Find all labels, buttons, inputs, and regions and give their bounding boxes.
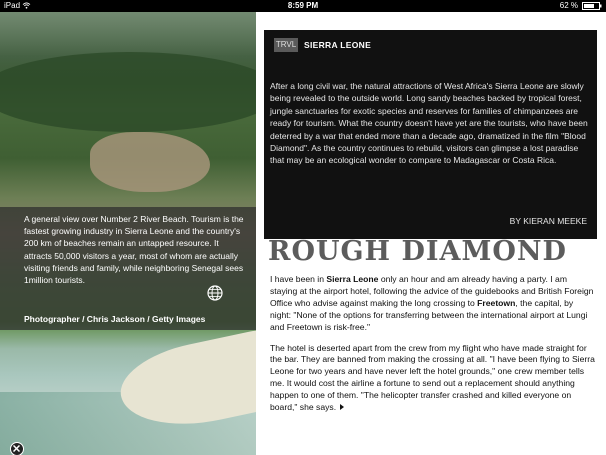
globe-icon[interactable] — [207, 285, 223, 301]
section-title: SIERRA LEONE — [304, 40, 372, 50]
article-body — [270, 274, 595, 423]
article-photo[interactable] — [0, 12, 256, 455]
photo-ridge — [0, 52, 256, 132]
device-name: iPad — [4, 1, 21, 10]
photo-credit: Photographer / Chris Jackson / Getty Images — [24, 314, 206, 324]
byline: BY KIERAN MEEKE — [509, 216, 587, 226]
headline: ROUGH DIAMOND — [268, 236, 567, 267]
article-page[interactable] — [256, 12, 606, 455]
photo-clearing — [90, 132, 210, 192]
place-sierra-leone: Sierra Leone — [326, 274, 379, 284]
clock: 8:59 PM — [287, 1, 319, 10]
place-freetown: Freetown — [477, 297, 516, 308]
battery-percent: 62 % — [559, 1, 578, 10]
battery-icon — [582, 2, 602, 10]
paragraph-2: The hotel is deserted apart from the crew from my flight who have made straight for the bar. They are banned from making the crossing at all. "I have been flying to Sierra Leone for two years and have never left the hotel grounds," one crew member tells me. It would cost the airline a fortune to send out a replacement should anything happen to one of them. "The helicopter transfer crashed and killed everyone on board," she says. — [270, 342, 595, 413]
photo-caption: A general view over Number 2 River Beach. Tourism is the fastest growing industry in Sierra Leone and the country's 200 km of beaches remain an untapped resource. It attracts 50,000 visitors a year, most of whom are actually visiting friends and family, while neighboring Senegal sees 1million tourists. — [24, 214, 244, 286]
close-icon — [13, 445, 20, 452]
intro-box — [264, 30, 597, 239]
status-bar — [0, 0, 606, 12]
intro-text: After a long civil war, the natural attractions of West Africa's Sierra Leone are slowly being revealed to the outside world. Long sandy beaches backed by tropical forest, jungle sanctuaries for exotic species and reserves for families of chimpanzees are ready for tourism. What the country doesn't have yet are the tourists, who have been deterred by a war that ended more than a decade ago, dramatized in the film "Blood Diamond". As the country continues to rebuild, visitors can glimpse a lost paradise that may be an ecological wonder to compare to Madagascar or Costa Rica. — [270, 81, 588, 166]
photo-caption-panel — [0, 207, 256, 330]
section-tag: TRVL — [274, 38, 298, 52]
continue-arrow-icon — [340, 404, 344, 410]
close-button[interactable] — [10, 442, 24, 455]
paragraph-1: I have been in Sierra Leone only an hour and am already having a party. I am staying at the airport hotel, following the advice of the guidebooks and British Foreign Office who advise against making the long crossing to Freetown, the capital, by night: "None of the options for transferring between the international airport at Lungi and Freetown is risk-free." — [270, 274, 594, 332]
